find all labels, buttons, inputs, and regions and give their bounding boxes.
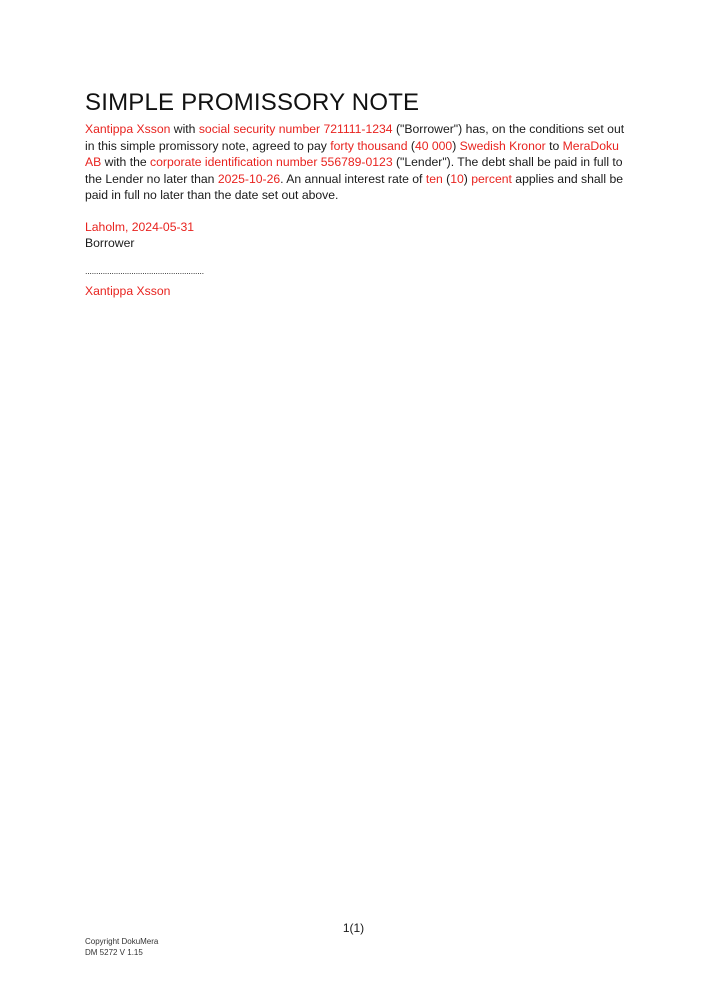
borrower-name-field: Xantippa Xsson (85, 122, 171, 136)
interest-rate-number-field: 10 (450, 171, 464, 186)
body-text-segment: ("Lender"). The debt shall be paid in full to the Lender no later than (85, 155, 623, 186)
signer-role-label: Borrower (85, 236, 135, 250)
body-text-segment: to (545, 138, 563, 153)
due-date-field: 2025-10-26 (217, 171, 281, 186)
corporate-id-field: corporate identification number 556789-0123 (150, 155, 393, 170)
place-and-date-field: Laholm, 2024-05-31 (85, 220, 195, 234)
copyright-text: Copyright DokuMera (85, 937, 159, 946)
signer-name-field: Xantippa Xsson (85, 284, 171, 298)
ssn-field: social security number 721111-1234 (198, 122, 393, 136)
amount-number-field: 40 000 (414, 138, 453, 153)
body-text-segment: ( (442, 171, 451, 186)
body-text-segment: ( (407, 138, 415, 153)
currency-field: Swedish Kronor (459, 138, 546, 153)
body-text-segment: with the (101, 155, 151, 170)
interest-rate-unit-field: percent (471, 171, 512, 186)
lender-name-field: MeraDoku AB (85, 138, 619, 170)
document-title: SIMPLE PROMISSORY NOTE (85, 89, 420, 116)
body-text-segment: . An annual interest rate of (280, 171, 426, 186)
body-text-segment: ) (463, 171, 472, 186)
form-version-text: DM 5272 V 1.15 (85, 947, 143, 957)
interest-rate-words-field: ten (425, 171, 443, 186)
body-text-segment: ) (452, 138, 460, 153)
body-text-segment: with (170, 122, 199, 136)
page-number: 1(1) (342, 921, 365, 935)
body-text-segment: ("Borrower") has, on the conditions set out in this simple promissory note, agreed to pay (85, 122, 625, 153)
document-footer (85, 937, 158, 958)
body-text-segment: applies and shall be paid in full no later than the date set out above. (85, 171, 624, 203)
note-body-paragraph (85, 121, 625, 204)
amount-words-field: forty thousand (330, 138, 408, 153)
signature-line: ...................................................... (85, 266, 204, 276)
